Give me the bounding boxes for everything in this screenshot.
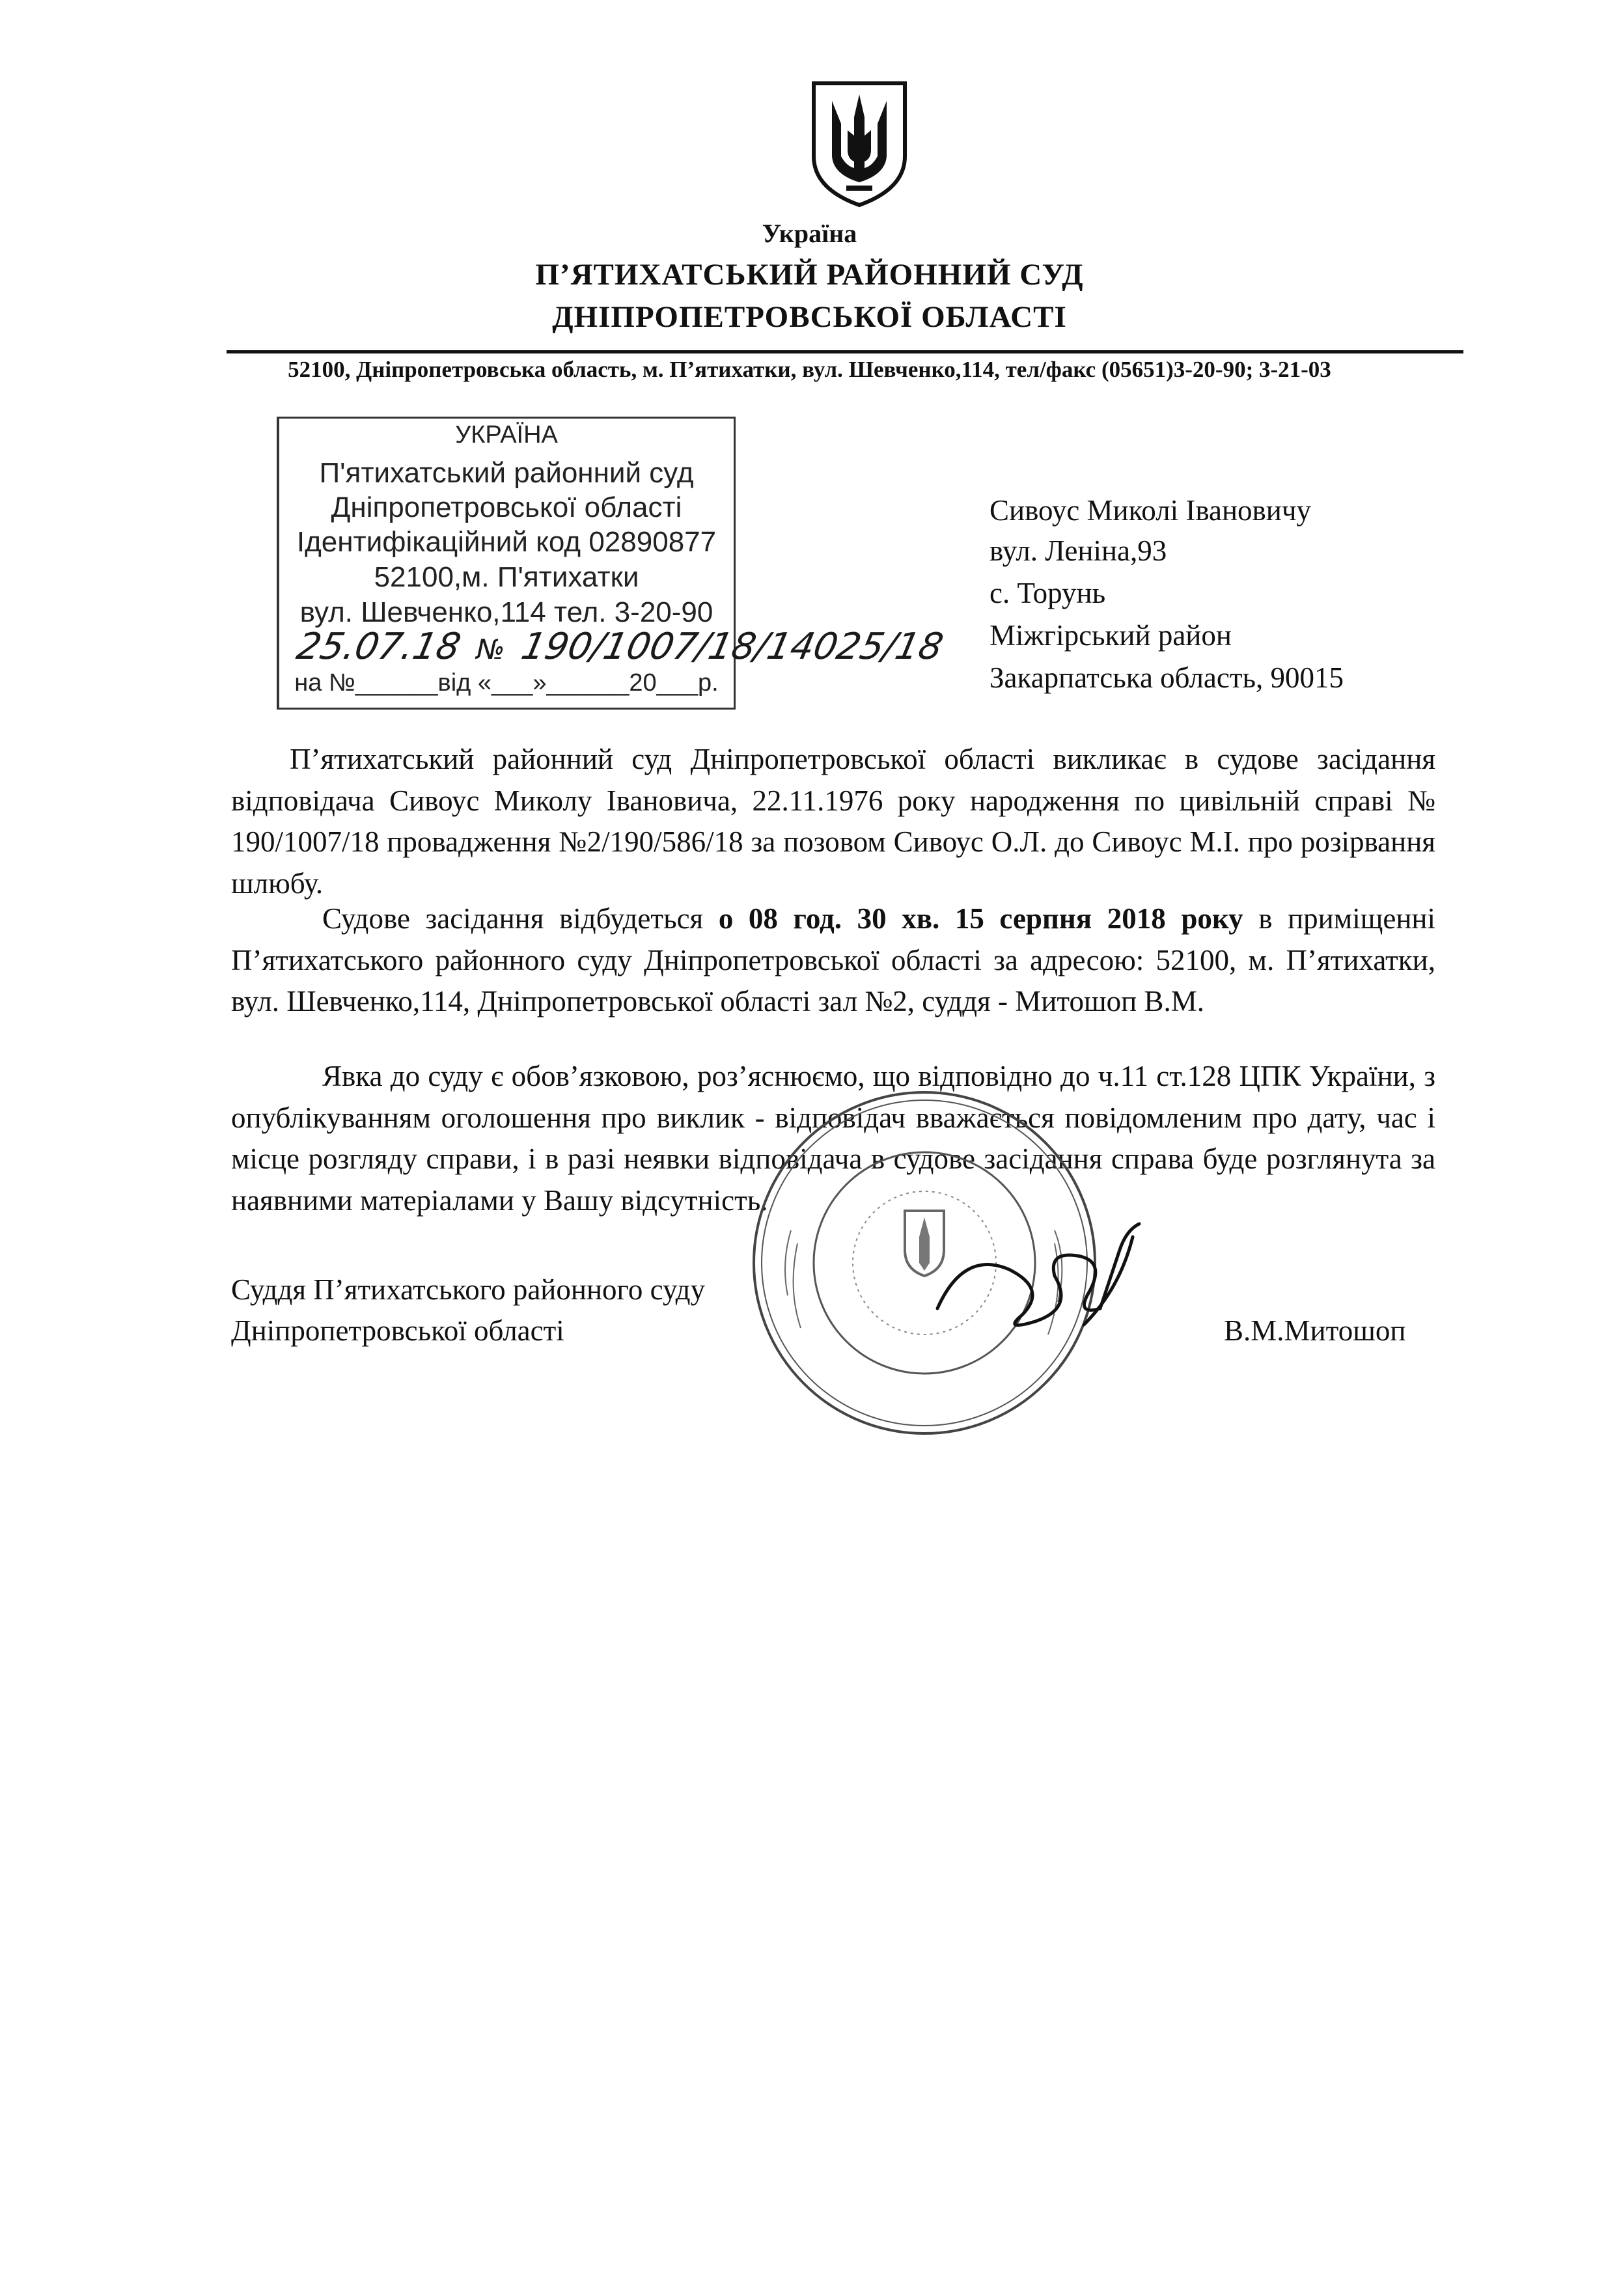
stamp-reference-line: на №______від «___»______20___р. [294, 669, 719, 697]
recipient-region: Закарпатська область, 90015 [989, 661, 1344, 694]
handwritten-signature-icon [924, 1211, 1159, 1341]
signature-title-line-1: Суддя П’ятихатського районного суду [231, 1273, 706, 1306]
summons-paragraph-2 [231, 898, 1435, 1023]
recipient-village: с. Торунь [989, 577, 1106, 609]
signature-title-line-2: Дніпропетровської області [231, 1314, 564, 1347]
recipient-name: Сивоус Миколі Івановичу [989, 494, 1311, 527]
summons-paragraph-1: П’ятихатський районний суд Дніпропетровської області викликає в судове засідання відповідача Сивоус Миколу Івановича, 22.11.1976 року народження по цивільній справі № 190/1007/18 провадження №2/190/586/18 за позовом Сивоус О.Л. до Сивоус М.І. про розірвання шлюбу. [231, 743, 1435, 900]
stamp-line-court: П'ятихатський районний суд [319, 457, 694, 489]
hearing-datetime: о 08 год. 30 хв. 15 серпня 2018 року [718, 902, 1243, 935]
recipient-district: Міжгірський район [989, 619, 1232, 652]
summons-paragraph-3: Явка до суду є обов’язковою, роз’яснюємо, що відповідно до ч.11 ст.128 ЦПК України, з опублікуванням оголошення про виклик - відповідач вважається повідомленим про дату, час і місце розгляду справи, і в разі неявки відповідача в судове засідання справа буде розглянута за наявними матеріалами у Вашу відсутність. [231, 1060, 1435, 1217]
court-address-line: 52100, Дніпропетровська область, м. П’ятихатки, вул. Шевченко,114, тел/факс (05651)3-20-90; 3-21-03 [288, 357, 1331, 382]
hearing-location: в приміщенні П’ятихатського районного суду Дніпропетровської області за адресою: 52100, м. П’ятихатки, вул. Шевченко,114, Дніпропетровської області зал №2, суддя - Митошоп В.М. [231, 902, 1436, 1017]
stamp-handwritten-entry [293, 626, 947, 668]
recipient-street: вул. Леніна,93 [989, 534, 1167, 567]
judge-name: В.М.Митошоп [1224, 1314, 1406, 1347]
country-heading: Україна [762, 219, 857, 248]
stamp-number: 190/1007/18/14025/18 [518, 626, 947, 668]
court-name-heading: П’ЯТИХАТСЬКИЙ РАЙОННИЙ СУД [535, 258, 1084, 292]
trident-coat-of-arms-icon [807, 78, 911, 208]
stamp-line-region: Дніпропетровської області [331, 491, 682, 523]
hearing-intro: Судове засідання відбудеться [322, 902, 719, 935]
registration-stamp [277, 417, 947, 710]
stamp-date: 25.07.18 [293, 626, 465, 668]
stamp-number-sign: № [473, 633, 508, 665]
stamp-line-id-code: Ідентифікаційний код 02890877 [296, 526, 717, 558]
court-region-heading: ДНІПРОПЕТРОВСЬКОЇ ОБЛАСТІ [552, 300, 1067, 334]
stamp-line-street: вул. Шевченко,114 тел. 3-20-90 [299, 596, 713, 628]
stamp-line-city: 52100,м. П'ятихатки [374, 561, 639, 593]
stamp-line-country: УКРАЇНА [455, 421, 558, 449]
header-divider [227, 350, 1463, 353]
